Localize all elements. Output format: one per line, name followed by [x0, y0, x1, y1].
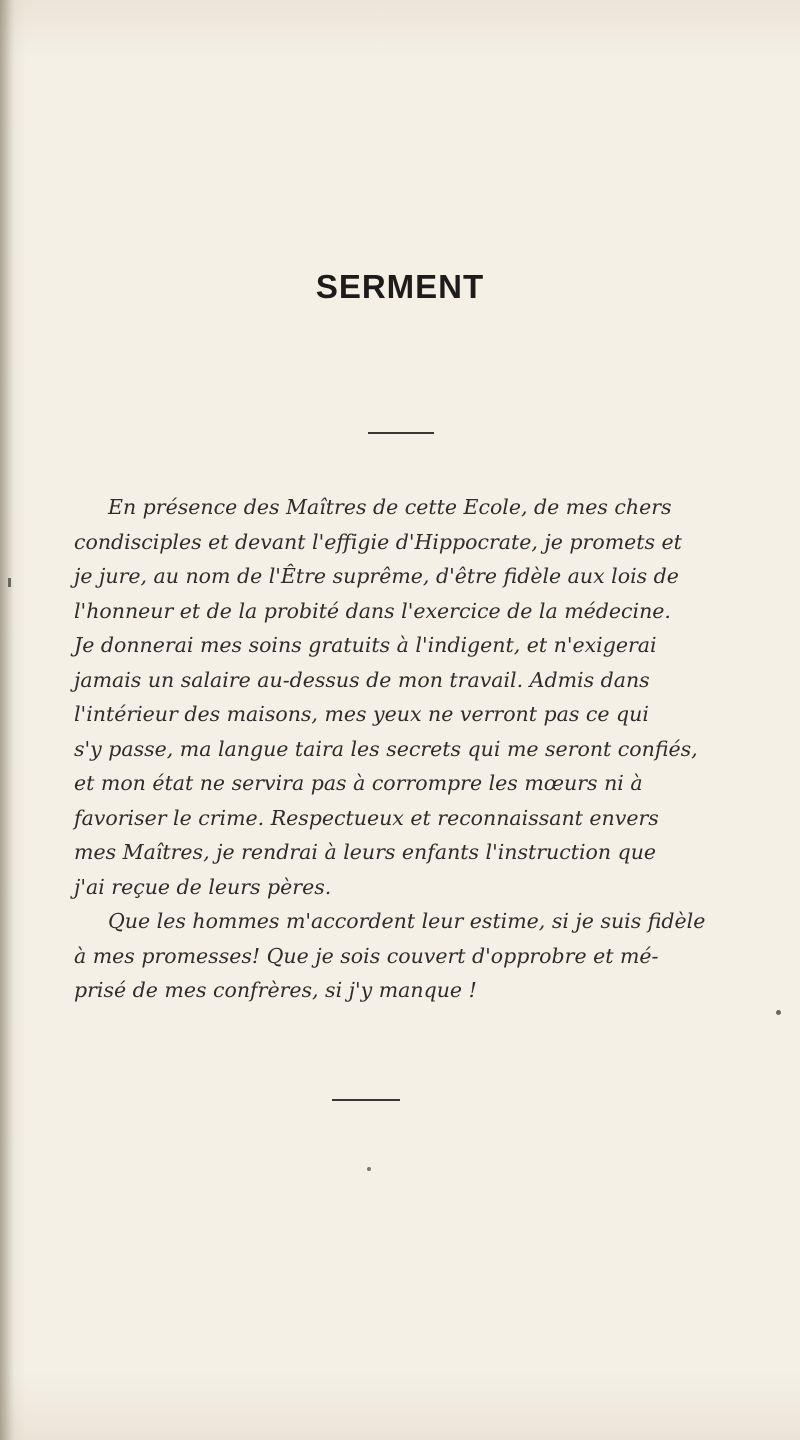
oath-line: Je donnerai mes soins gratuits à l'indigent, et n'exigerai [74, 633, 657, 657]
oath-line: l'intérieur des maisons, mes yeux ne verront pas ce qui [74, 702, 649, 726]
oath-line: Que les hommes m'accordent leur estime, si je suis fidèle [108, 909, 706, 933]
ink-speck [8, 578, 11, 587]
page-title: SERMENT [315, 268, 485, 305]
closing-rule [332, 1099, 400, 1101]
page-spine-shadow [0, 0, 14, 1440]
oath-line: s'y passe, ma langue taira les secrets qui me seront confiés, [74, 736, 698, 761]
title-rule [368, 432, 434, 434]
oath-line: je jure, au nom de l'Être suprême, d'être fidèle aux lois de [74, 564, 679, 588]
oath-line: jamais un salaire au-dessus de mon travail. Admis dans [74, 667, 650, 692]
ink-speck [776, 1010, 781, 1015]
oath-line: mes Maîtres, je rendrai à leurs enfants l'instruction que [74, 840, 657, 864]
oath-line: et mon état ne servira pas à corrompre les mœurs ni à [74, 771, 643, 795]
oath-line: prisé de mes confrères, si j'y manque ! [74, 978, 477, 1002]
oath-line: l'honneur et de la probité dans l'exercice de la médecine. [74, 598, 671, 623]
oath-line: En présence des Maîtres de cette Ecole, de mes chers [108, 495, 672, 519]
ink-speck [367, 1167, 371, 1171]
oath-text [74, 490, 734, 1008]
oath-line: à mes promesses! Que je sois couvert d'opprobre et mé- [74, 943, 659, 968]
oath-line: favoriser le crime. Respectueux et reconnaissant envers [74, 805, 659, 830]
oath-line: condisciples et devant l'effigie d'Hippocrate, je promets et [74, 529, 682, 554]
oath-line: j'ai reçue de leurs pères. [74, 874, 332, 899]
